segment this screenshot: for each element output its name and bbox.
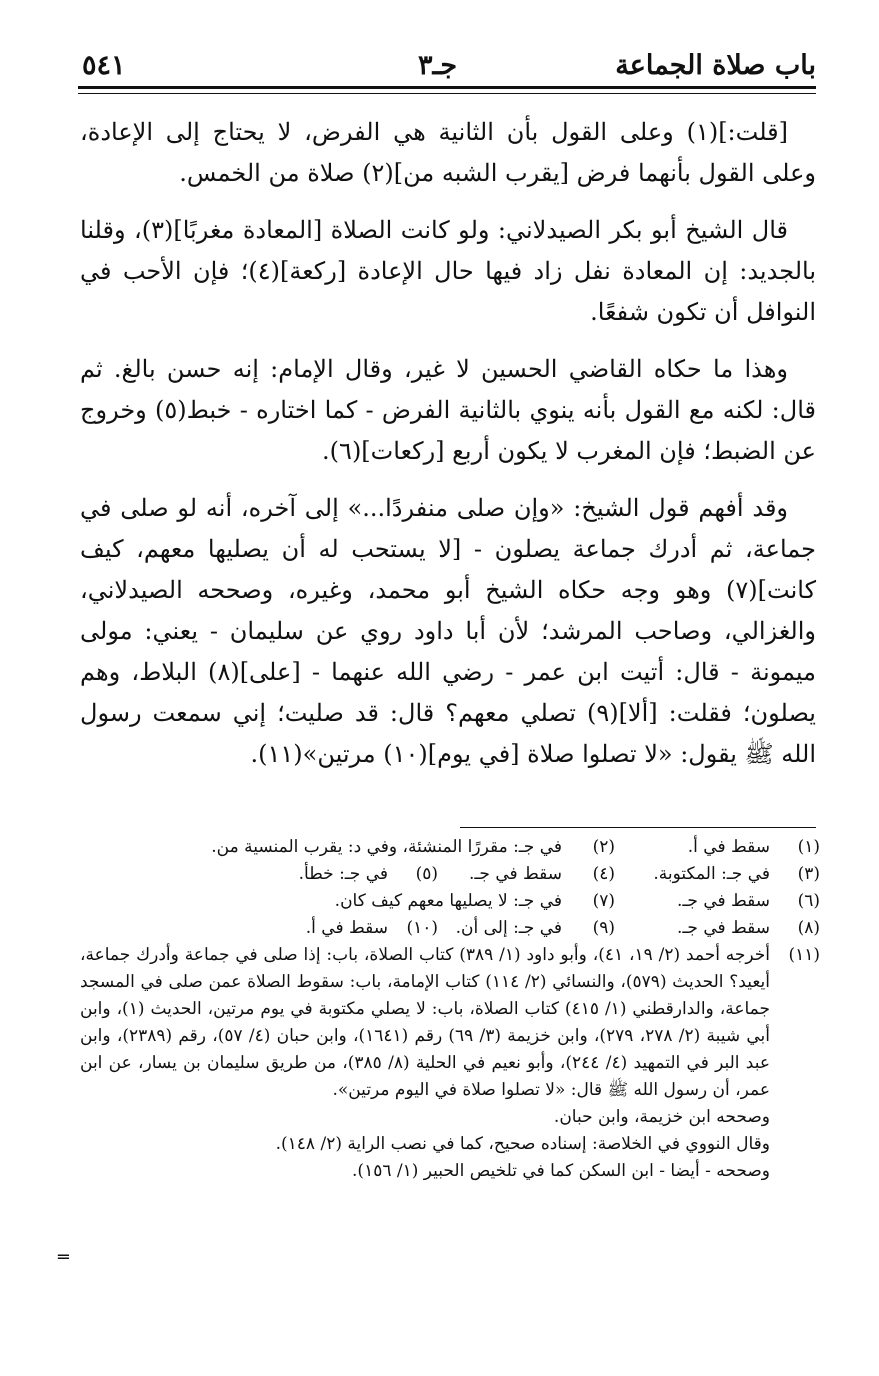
running-header (78, 46, 816, 86)
footnote-text: أخرجه أحمد (٢/ ١٩، ٤١)، وأبو داود (١/ ٣٨٩) كتاب الصلاة، باب: إذا صلى في جماعة وأدرك جماعة، أيعيد؟ الحديث (٥٧٩)، والنسائي (٢/ ١١٤) كتاب الإمامة، باب: سقوط الصلاة عمن صلى في المسجد جماعة، والدارقطني (١/ ٤١٥) كتاب الصلاة، باب: لا يصلي مكتوبة في يوم مرتين، الحديث (١)، وابن أبي شيبة (٢/ ٢٧٨، ٢٧٩)، وابن خزيمة (٣/ ٦٩) رقم (١٦٤١)، وابن حبان (٤/ ٥٧)، رقم (٢٣٨٩)، وابن عبد البر في التمهيد (٤/ ٢٤٤)، وأبو نعيم في الحلية (٨/ ٣٨٥)، من طريق سليمان بن يسار، عن ابن عمر، أن رسول الله ﷺ قال: «لا تصلوا صلاة في اليوم مرتين». (80, 945, 771, 1100)
margin-mark: ═ (58, 1247, 69, 1268)
paragraph: [قلت:](١) وعلى القول بأن الثانية هي الفرض، لا يحتاج إلى الإعادة، وعلى القول بأنهما فرض [يقرب الشبه من](٢) صلاة من الخمس. (80, 118, 816, 187)
footnote-row (80, 834, 820, 861)
volume-label: جـ٣ (418, 50, 458, 81)
footnotes (80, 834, 820, 1185)
footnote-line: وصححه - أيضا - ابن السكن كما في تلخيص الحبير (١/ ١٥٦). (352, 1161, 770, 1181)
paragraph: وهذا ما حكاه القاضي الحسين لا غير، وقال الإمام: إنه حسن بالغ. ثم قال: لكنه مع القول بأنه ينوي بالثانية الفرض - كما اختاره - خبط(٥) وخروج عن الضبط؛ فإن المغرب لا يكون أربع [ركعات](٦). (80, 355, 816, 465)
footnote-number: (٣) (797, 864, 820, 884)
footnote-line: وصححه ابن خزيمة، وابن حبان. (553, 1107, 770, 1127)
footnote-text: في جـ: لا يصليها معهم كيف كان. (334, 891, 562, 911)
footnote-number: (٥) (415, 864, 438, 884)
footnote-text: سقط في جـ. (677, 918, 770, 938)
footnote-text: في جـ: إلى أن. (455, 918, 562, 938)
footnote-text: في جـ: مقررًا المنشئة، وفي د: يقرب المنسية من. (211, 837, 562, 857)
footnote-text: سقط في جـ. (677, 891, 770, 911)
chapter-title: باب صلاة الجماعة (615, 50, 816, 81)
footnote-text: في جـ: المكتوبة. (653, 864, 770, 884)
footnote-number: (٨) (797, 918, 820, 938)
footnote-text: سقط في جـ. (469, 864, 562, 884)
footnote-number: (٤) (592, 864, 615, 884)
page-number: ٥٤١ (82, 50, 126, 81)
paragraph: وقد أفهم قول الشيخ: «وإن صلى منفردًا...» إلى آخره، أنه لو صلى في جماعة، ثم أدرك جماعة يصلون - [لا يستحب له أن يصليها معهم، كيف كانت](٧) وهو وجه حكاه الشيخ أبو محمد، وغيره، وصححه الصيدلاني، والغزالي، وصاحب المرشد؛ لأن أبا داود روي عن سليمان - يعني: مولى ميمونة - قال: أتيت ابن عمر - رضي الله عنهما - [على](٨) البلاط، وهم يصلون؛ فقلت: [ألا](٩) تصلي معهم؟ قال: قد صليت؛ إني سمعت رسول الله ﷺ يقول: «لا تصلوا صلاة [في يوم](١٠) مرتين»(١١). (80, 494, 817, 768)
footnote-text: سقط في أ. (687, 837, 770, 857)
footnote-11 (80, 942, 820, 1185)
footnote-number: (٦) (797, 891, 820, 911)
footnote-number: (١٠) (406, 918, 438, 938)
footnote-number: (١١) (788, 945, 820, 965)
footnote-row (80, 888, 820, 915)
footnote-number: (٢) (592, 837, 615, 857)
footnote-row (80, 915, 820, 942)
footnote-line: وقال النووي في الخلاصة: إسناده صحيح، كما في نصب الراية (٢/ ١٤٨). (275, 1134, 770, 1154)
paragraph: قال الشيخ أبو بكر الصيدلاني: ولو كانت الصلاة [المعادة مغربًا](٣)، وقلنا بالجديد: إن المعادة نفل زاد فيها حال الإعادة [ركعة](٤)؛ فإن الأحب في النوافل أن تكون شفعًا. (80, 216, 816, 326)
header-rule-thin (78, 93, 816, 94)
footnote-number: (٩) (592, 918, 615, 938)
footnote-number: (٧) (592, 891, 615, 911)
header-rule-thick (78, 86, 816, 89)
footnote-row (80, 861, 820, 888)
main-text (80, 112, 816, 791)
footnote-text: سقط في أ. (305, 918, 388, 938)
footnote-separator (460, 827, 816, 828)
footnote-number: (١) (797, 837, 820, 857)
footnote-text: في جـ: خطأ. (298, 864, 388, 884)
